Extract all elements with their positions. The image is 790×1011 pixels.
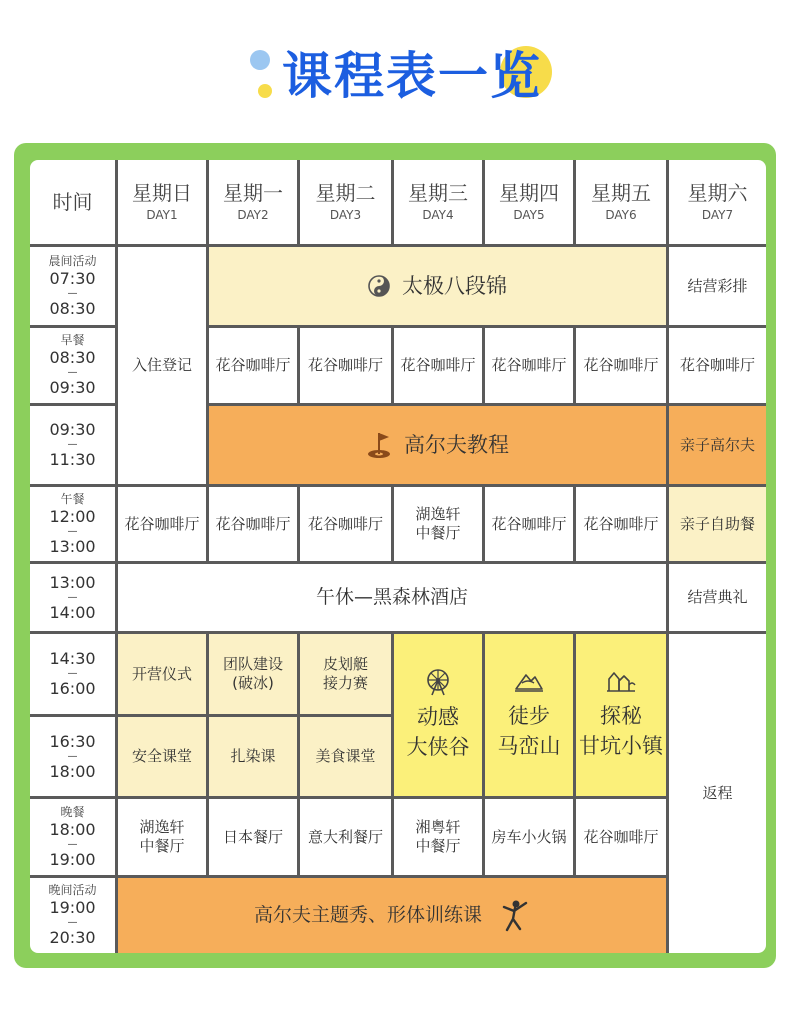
grid-line xyxy=(297,484,300,564)
cell-taichi xyxy=(209,247,666,325)
grid-line xyxy=(482,484,485,564)
slot-start: 19:00 xyxy=(49,898,96,917)
dynamic-label-2: 大侠谷 xyxy=(406,735,470,759)
header-day-4 xyxy=(394,160,482,244)
grid-line xyxy=(573,484,576,564)
cell-dinner-day2 xyxy=(209,799,297,875)
closing-label: 结营典礼 xyxy=(687,588,748,607)
slot-end: 18:00 xyxy=(49,761,96,781)
return-label: 返程 xyxy=(702,784,733,803)
cell-lunch-day3 xyxy=(300,487,391,561)
italian-label: 意大利餐厅 xyxy=(307,827,383,846)
header-day-7 xyxy=(669,160,766,244)
explore-label-1: 探秘 xyxy=(600,703,642,728)
grid-line xyxy=(30,714,391,717)
hotpot-label: 房车小火锅 xyxy=(491,827,567,846)
time-slot-6 xyxy=(30,634,115,714)
day-code: DAY5 xyxy=(513,208,545,222)
slot-dash: — xyxy=(67,439,78,450)
dye-label: 扎染课 xyxy=(230,747,276,766)
cell-nap xyxy=(118,564,666,631)
team-label-1: 团队建设 xyxy=(222,655,283,674)
time-slot-2 xyxy=(30,328,115,403)
ferris-wheel-icon xyxy=(424,668,452,696)
cafe-label: 花谷咖啡厅 xyxy=(307,514,383,533)
time-slot-8 xyxy=(30,799,115,875)
cafe-label: 花谷咖啡厅 xyxy=(679,356,755,375)
xiang-label-1: 湘粤轩 xyxy=(415,818,461,837)
grid-line xyxy=(573,160,576,247)
taichi-label: 太极八段锦 xyxy=(402,273,507,298)
cell-breakfast-day3 xyxy=(300,328,391,403)
slot-label: 晚餐 xyxy=(60,804,85,819)
slot-end: 08:30 xyxy=(49,298,96,318)
cafe-label: 花谷咖啡厅 xyxy=(583,514,659,533)
slot-label: 早餐 xyxy=(60,333,85,347)
opening-label: 开营仪式 xyxy=(131,664,192,683)
grid-line xyxy=(573,325,576,406)
cell-explore xyxy=(576,634,666,796)
parent-golf-label: 亲子高尔夫 xyxy=(679,435,755,454)
cell-closing xyxy=(669,564,766,631)
cell-breakfast-day2 xyxy=(209,328,297,403)
cell-dinner-day1 xyxy=(118,799,206,875)
day-name: 星期三 xyxy=(408,181,468,205)
time-slot-7 xyxy=(30,717,115,796)
hike-label-2: 马峦山 xyxy=(497,734,561,758)
slot-end: 20:30 xyxy=(49,928,96,947)
hu-label-1: 湖逸轩 xyxy=(139,818,185,837)
grid-line xyxy=(30,796,666,799)
day-code: DAY3 xyxy=(329,208,362,222)
slot-dash: — xyxy=(67,917,78,928)
cell-opening xyxy=(118,634,206,714)
day-name: 星期六 xyxy=(687,181,748,205)
slot-dash: — xyxy=(67,591,78,603)
parent-buffet-label: 亲子自助餐 xyxy=(679,514,755,533)
slot-start: 18:00 xyxy=(49,819,96,839)
grid-line xyxy=(30,631,766,634)
grid-line xyxy=(482,631,485,878)
cafe-label: 花谷咖啡厅 xyxy=(400,356,476,375)
grid-line xyxy=(206,403,766,406)
day-name: 星期二 xyxy=(315,181,376,205)
slot-label: 午餐 xyxy=(60,491,85,506)
hu-label-2: 中餐厅 xyxy=(139,837,185,855)
cell-food xyxy=(300,717,391,796)
day-name: 星期四 xyxy=(499,181,559,205)
header-day-1 xyxy=(118,160,206,244)
grid-line xyxy=(30,403,115,406)
header-day-3 xyxy=(300,160,391,244)
cell-breakfast-day6 xyxy=(576,328,666,403)
dancer-icon xyxy=(500,899,530,933)
slot-label: 晨间活动 xyxy=(48,253,97,268)
header-time xyxy=(30,160,115,244)
cell-dinner-day3 xyxy=(300,799,391,875)
decor-dot-yellow xyxy=(258,84,272,98)
cell-lunch-day4 xyxy=(394,487,482,561)
day-code: DAY2 xyxy=(237,208,269,222)
grid-line xyxy=(297,325,300,406)
slot-end: 19:00 xyxy=(49,849,96,869)
cafe-label: 花谷咖啡厅 xyxy=(583,827,659,846)
nap-label: 午休—黑森林酒店 xyxy=(315,585,468,608)
page-title: 课程表一览 xyxy=(282,47,542,105)
time-slot-4 xyxy=(30,487,115,561)
yin-yang-icon xyxy=(368,275,390,297)
cell-rehearsal xyxy=(669,247,766,325)
day-name: 星期一 xyxy=(223,181,283,205)
cell-checkin xyxy=(118,247,206,484)
slot-dash: — xyxy=(67,668,78,679)
grid-line xyxy=(30,561,766,564)
hu-label-1: 湖逸轩 xyxy=(415,505,461,524)
decor-dot-blue xyxy=(250,50,270,70)
cafe-label: 花谷咖啡厅 xyxy=(583,356,659,375)
cell-breakfast-day7 xyxy=(669,328,766,403)
dynamic-label-1: 动感 xyxy=(417,704,459,729)
grid-line xyxy=(206,631,209,878)
grid-line xyxy=(482,325,485,406)
slot-dash: — xyxy=(67,367,78,378)
cafe-label: 花谷咖啡厅 xyxy=(491,514,567,533)
grid-line xyxy=(30,484,766,487)
cell-hike xyxy=(485,634,573,796)
explore-label-2: 甘坑小镇 xyxy=(579,734,663,758)
slot-start: 16:30 xyxy=(49,731,96,751)
hu-label-2: 中餐厅 xyxy=(415,524,461,542)
slot-end: 09:30 xyxy=(49,378,96,397)
slot-end: 13:00 xyxy=(49,536,96,556)
header-day-2 xyxy=(209,160,297,244)
cell-lunch-day6 xyxy=(576,487,666,561)
header-day-5 xyxy=(485,160,573,244)
grid-line xyxy=(666,160,669,953)
slot-start: 07:30 xyxy=(49,268,96,288)
hike-label-1: 徒步 xyxy=(508,703,550,728)
cell-dye xyxy=(209,717,297,796)
rehearsal-label: 结营彩排 xyxy=(687,276,748,295)
grid-line xyxy=(115,160,118,953)
slot-start: 08:30 xyxy=(49,348,96,367)
day-code: DAY4 xyxy=(422,208,454,222)
grid-line xyxy=(391,484,394,564)
grid-line xyxy=(482,160,485,247)
cafe-label: 花谷咖啡厅 xyxy=(124,514,200,533)
raft-label-1: 皮划艇 xyxy=(322,655,368,674)
grid-line xyxy=(30,875,666,878)
grid-line xyxy=(297,631,300,878)
cell-parent-golf xyxy=(669,406,766,484)
slot-start: 09:30 xyxy=(49,420,96,439)
slot-label: 晚间活动 xyxy=(48,883,97,897)
cafe-label: 花谷咖啡厅 xyxy=(307,356,383,375)
day-code: DAY6 xyxy=(605,208,637,222)
time-slot-5 xyxy=(30,564,115,631)
cell-parent-buffet xyxy=(669,487,766,561)
safety-label: 安全课堂 xyxy=(131,747,192,766)
xiang-label-2: 中餐厅 xyxy=(415,837,461,855)
time-slot-3 xyxy=(30,406,115,484)
grid-line xyxy=(391,325,394,406)
cell-dinner-day5 xyxy=(485,799,573,875)
food-label: 美食课堂 xyxy=(315,747,376,766)
golf-lesson-label: 高尔夫教程 xyxy=(404,432,509,457)
day-code: DAY1 xyxy=(146,208,178,222)
day-name: 星期日 xyxy=(132,181,192,205)
title-area xyxy=(0,0,790,140)
cafe-label: 花谷咖啡厅 xyxy=(491,356,567,375)
time-slot-1 xyxy=(30,247,115,325)
mountain-icon xyxy=(514,669,544,693)
cafe-label: 花谷咖啡厅 xyxy=(215,356,291,375)
grid-line xyxy=(391,631,394,878)
cell-lunch-day2 xyxy=(209,487,297,561)
slot-dash: — xyxy=(67,287,78,299)
cell-team xyxy=(209,634,297,714)
team-label-2: (破冰) xyxy=(232,674,274,692)
slot-start: 12:00 xyxy=(49,506,96,526)
cell-return xyxy=(669,634,766,953)
cell-breakfast-day4 xyxy=(394,328,482,403)
slot-end: 11:30 xyxy=(49,450,96,469)
slot-dash: — xyxy=(67,750,78,762)
town-icon xyxy=(606,669,636,693)
day-name: 星期五 xyxy=(591,181,651,205)
golf-show-label: 高尔夫主题秀、形体训练课 xyxy=(253,903,482,926)
time-slot-9 xyxy=(30,878,115,953)
slot-dash: — xyxy=(67,525,78,537)
grid-line xyxy=(30,244,766,247)
grid-line xyxy=(206,160,209,247)
golf-flag-icon xyxy=(366,431,392,459)
time-header-label: 时间 xyxy=(52,189,93,214)
raft-label-2: 接力赛 xyxy=(322,674,368,692)
slot-start: 14:30 xyxy=(49,649,96,668)
schedule-table xyxy=(30,160,766,953)
cafe-label: 花谷咖啡厅 xyxy=(215,514,291,533)
checkin-label: 入住登记 xyxy=(131,356,192,375)
cell-lunch-day5 xyxy=(485,487,573,561)
cell-dynamic-valley xyxy=(394,634,482,796)
grid-line xyxy=(206,325,766,328)
cell-breakfast-day5 xyxy=(485,328,573,403)
day-code: DAY7 xyxy=(701,208,734,222)
grid-line xyxy=(30,325,115,328)
grid-line xyxy=(391,160,394,247)
slot-dash: — xyxy=(67,838,78,850)
slot-end: 14:00 xyxy=(49,602,96,622)
cell-lunch-day1 xyxy=(118,487,206,561)
cell-golf-show xyxy=(118,878,666,953)
slot-start: 13:00 xyxy=(49,572,96,592)
cell-safety xyxy=(118,717,206,796)
slot-end: 16:00 xyxy=(49,679,96,698)
cell-raft xyxy=(300,634,391,714)
cell-dinner-day6 xyxy=(576,799,666,875)
header-day-6 xyxy=(576,160,666,244)
japanese-label: 日本餐厅 xyxy=(222,827,283,846)
grid-line xyxy=(297,160,300,247)
cell-golf-lesson xyxy=(209,406,666,484)
cell-dinner-day4 xyxy=(394,799,482,875)
grid-line xyxy=(573,631,576,878)
